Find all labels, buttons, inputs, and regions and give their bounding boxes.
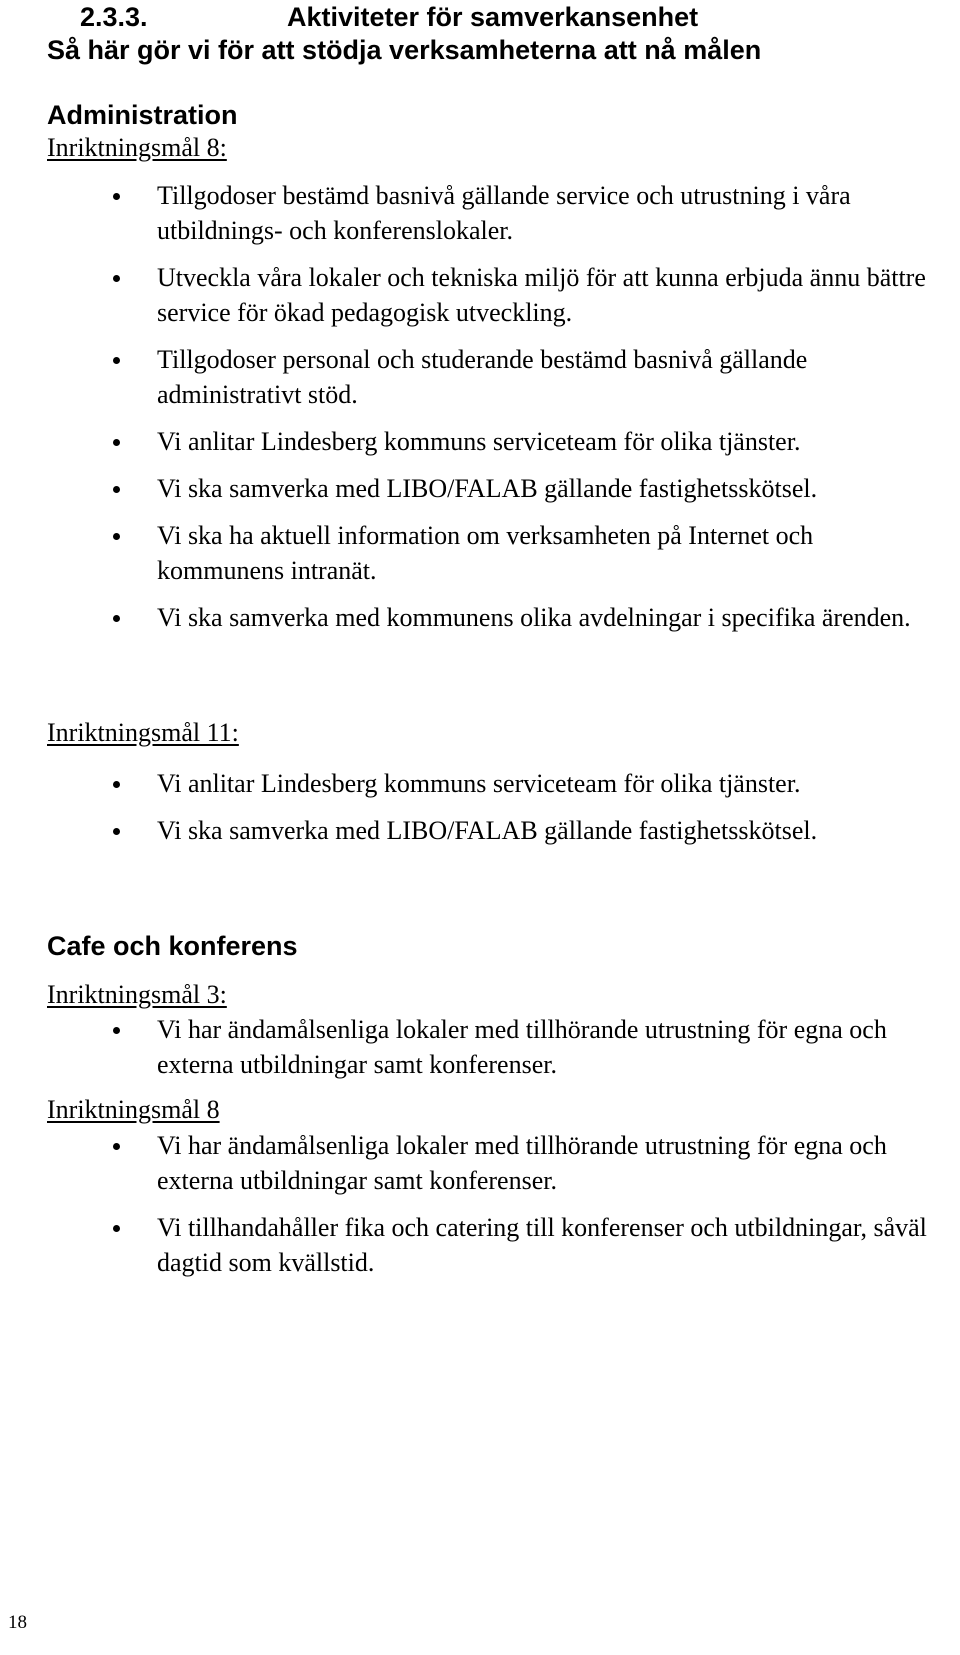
list-item: Vi har ändamålsenliga lokaler med tillhörande utrustning för egna och externa utbildningar samt konferenser.	[0, 1012, 937, 1082]
section-subtitle: Så här gör vi för att stödja verksamheterna att nå målen	[47, 35, 762, 65]
list-item: Vi ska samverka med kommunens olika avdelningar i specifika ärenden.	[0, 600, 937, 635]
cafe-goal8-list	[0, 1128, 937, 1280]
list-item: Vi ska samverka med LIBO/FALAB gällande fastighetsskötsel.	[0, 471, 937, 506]
cafe-heading: Cafe och konferens	[47, 931, 298, 961]
section-number: 2.3.3.	[80, 2, 148, 32]
bullet-icon	[113, 193, 120, 200]
list-item: Vi anlitar Lindesberg kommuns serviceteam för olika tjänster.	[0, 424, 937, 459]
bullet-icon	[113, 1027, 120, 1034]
list-item: Vi ska ha aktuell information om verksamheten på Internet och kommunens intranät.	[0, 518, 937, 588]
bullet-icon	[113, 1143, 120, 1150]
admin-goal8-label: Inriktningsmål 8:	[47, 133, 227, 162]
bullet-icon	[113, 439, 120, 446]
bullet-icon	[113, 486, 120, 493]
cafe-goal3-list	[0, 1012, 937, 1082]
admin-goal8-list	[0, 178, 937, 635]
admin-goal11-label: Inriktningsmål 11:	[47, 718, 239, 747]
list-item: Tillgodoser bestämd basnivå gällande service och utrustning i våra utbildnings- och konferenslokaler.	[0, 178, 937, 248]
bullet-icon	[113, 615, 120, 622]
list-item: Vi tillhandahåller fika och catering till konferenser och utbildningar, såväl dagtid som kvällstid.	[0, 1210, 937, 1280]
administration-heading: Administration	[47, 100, 238, 130]
list-item: Vi ska samverka med LIBO/FALAB gällande fastighetsskötsel.	[0, 813, 937, 848]
list-item: Vi har ändamålsenliga lokaler med tillhörande utrustning för egna och externa utbildningar samt konferenser.	[0, 1128, 937, 1198]
page-number: 18	[8, 1612, 27, 1633]
bullet-icon	[113, 533, 120, 540]
section-title: Aktiviteter för samverkansenhet	[287, 2, 699, 32]
list-item: Tillgodoser personal och studerande bestämd basnivå gällande administrativt stöd.	[0, 342, 937, 412]
list-item: Vi anlitar Lindesberg kommuns serviceteam för olika tjänster.	[0, 766, 937, 801]
bullet-icon	[113, 275, 120, 282]
bullet-icon	[113, 1225, 120, 1232]
list-item: Utveckla våra lokaler och tekniska miljö för att kunna erbjuda ännu bättre service för ökad pedagogisk utveckling.	[0, 260, 937, 330]
admin-goal11-list	[0, 766, 937, 848]
cafe-goal3-label: Inriktningsmål 3:	[47, 980, 227, 1009]
cafe-goal8-label: Inriktningsmål 8	[47, 1095, 220, 1124]
bullet-icon	[113, 781, 120, 788]
bullet-icon	[113, 828, 120, 835]
bullet-icon	[113, 357, 120, 364]
